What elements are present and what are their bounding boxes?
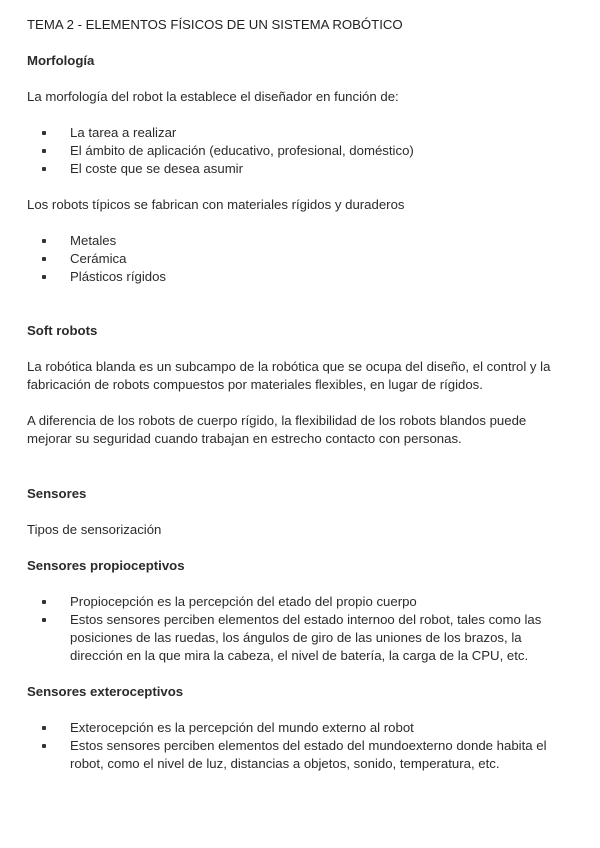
list-item: El coste que se desea asumir — [27, 160, 562, 178]
list-item: Exterocepción es la percepción del mundo externo al robot — [27, 719, 562, 737]
heading-sensores: Sensores — [27, 486, 87, 501]
list-item: Propiocepción es la percepción del etado del propio cuerpo — [27, 593, 562, 611]
morfologia-intro: La morfología del robot la establece el diseñador en función de: — [27, 89, 399, 104]
list-item: Cerámica — [27, 250, 562, 268]
propioceptivos-list — [27, 593, 562, 665]
sensores-subtitle: Tipos de sensorización — [27, 522, 162, 537]
exteroceptivos-list — [27, 719, 562, 773]
heading-soft-robots: Soft robots — [27, 323, 98, 338]
list-item: Estos sensores perciben elementos del estado del mundoexterno donde habita el robot, como el nivel de luz, distancias a objetos, sonido, temperatura, etc. — [27, 737, 562, 773]
materials-list — [27, 232, 562, 286]
document-title: TEMA 2 - ELEMENTOS FÍSICOS DE UN SISTEMA ROBÓTICO — [27, 17, 403, 32]
list-item: La tarea a realizar — [27, 124, 562, 142]
list-item: El ámbito de aplicación (educativo, profesional, doméstico) — [27, 142, 562, 160]
heading-propioceptivos: Sensores propioceptivos — [27, 558, 185, 573]
heading-exteroceptivos: Sensores exteroceptivos — [27, 684, 184, 699]
heading-morfologia: Morfología — [27, 53, 95, 68]
soft-robots-paragraph-1: La robótica blanda es un subcampo de la robótica que se ocupa del diseño, el control y la fabricación de robots compuestos por materiales flexibles, en lugar de rígidos. — [27, 359, 551, 392]
criteria-list — [27, 124, 562, 178]
list-item: Plásticos rígidos — [27, 268, 562, 286]
list-item: Estos sensores perciben elementos del estado internoo del robot, tales como las posiciones de las ruedas, los ángulos de giro de las uniones de los brazos, la dirección en la que mira la cabeza, el nivel de batería, la carga de la CPU, etc. — [27, 611, 562, 665]
list-item: Metales — [27, 232, 562, 250]
soft-robots-paragraph-2: A diferencia de los robots de cuerpo rígido, la flexibilidad de los robots blandos puede mejorar su seguridad cuando trabajan en estrecho contacto con personas. — [27, 413, 527, 446]
materials-intro: Los robots típicos se fabrican con materiales rígidos y duraderos — [27, 197, 405, 212]
